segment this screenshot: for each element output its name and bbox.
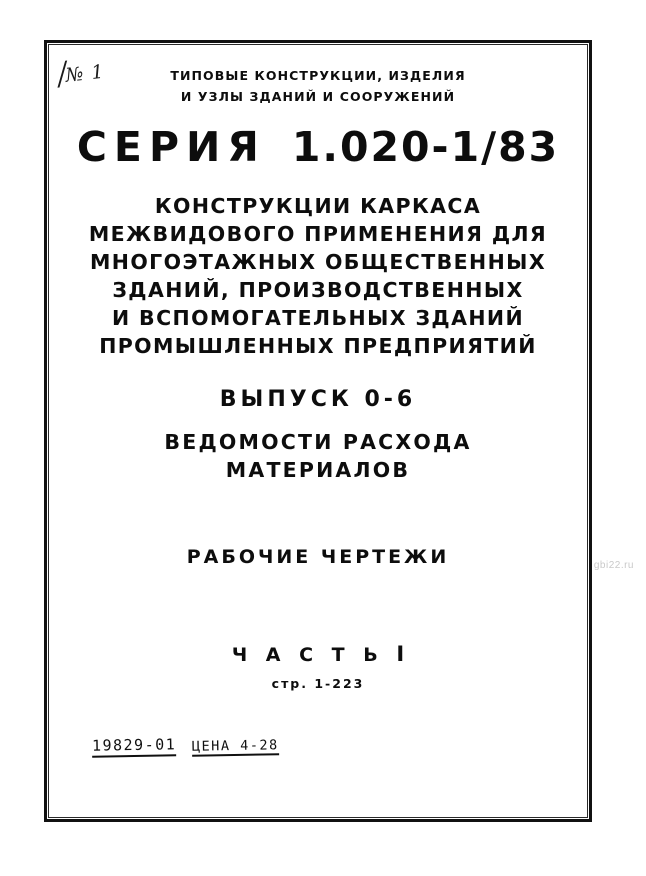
main-title-line-1: КОНСТРУКЦИИ КАРКАСА [154,194,482,219]
series-word: СЕРИЯ [76,123,266,172]
stamp-code: 19829-01 [92,735,177,757]
bottom-stamp [92,735,279,757]
main-title-line-3: МНОГОЭТАЖНЫХ ОБЩЕСТВЕННЫХ [89,250,547,274]
handwritten-inventory-text: № 1 [64,60,106,87]
main-title [48,193,588,360]
site-watermark: gbi22.ru [593,560,634,571]
supertitle-line-1: ТИПОВЫЕ КОНСТРУКЦИИ, ИЗДЕЛИЯ [170,68,466,83]
part-designation [48,642,588,666]
supertitle-line-2: И УЗЛЫ ЗДАНИЙ И СООРУЖЕНИЙ [180,88,456,104]
issue-title-line-2: МАТЕРИАЛОВ [225,457,411,482]
main-title-line-4: ЗДАНИЙ, ПРОИЗВОДСТВЕННЫХ [112,277,524,302]
main-title-line-2: МЕЖВИДОВОГО ПРИМЕНЕНИЯ ДЛЯ [88,222,548,247]
part-label: Ч А С Т Ь [231,644,384,667]
series-heading [48,123,588,171]
main-title-line-6: ПРОМЫШЛЕННЫХ ПРЕДПРИЯТИЙ [99,333,537,358]
main-title-line-5: И ВСПОМОГАТЕЛЬНЫХ ЗДАНИЙ [111,305,525,330]
series-number: 1.020-1/83 [291,123,560,172]
document-stage: РАБОЧИЕ ЧЕРТЕЖИ [186,546,450,569]
issue-title-line-1: ВЕДОМОСТИ РАСХОДА [164,429,472,454]
issue-number: ВЫПУСК 0-6 [219,386,417,412]
stamp-price: ЦЕНА 4-28 [191,737,279,755]
title-content [48,44,588,691]
page-range: стр. 1-223 [271,676,365,692]
part-number: I [396,642,405,667]
supertitle [103,66,533,107]
issue-title [48,428,588,485]
